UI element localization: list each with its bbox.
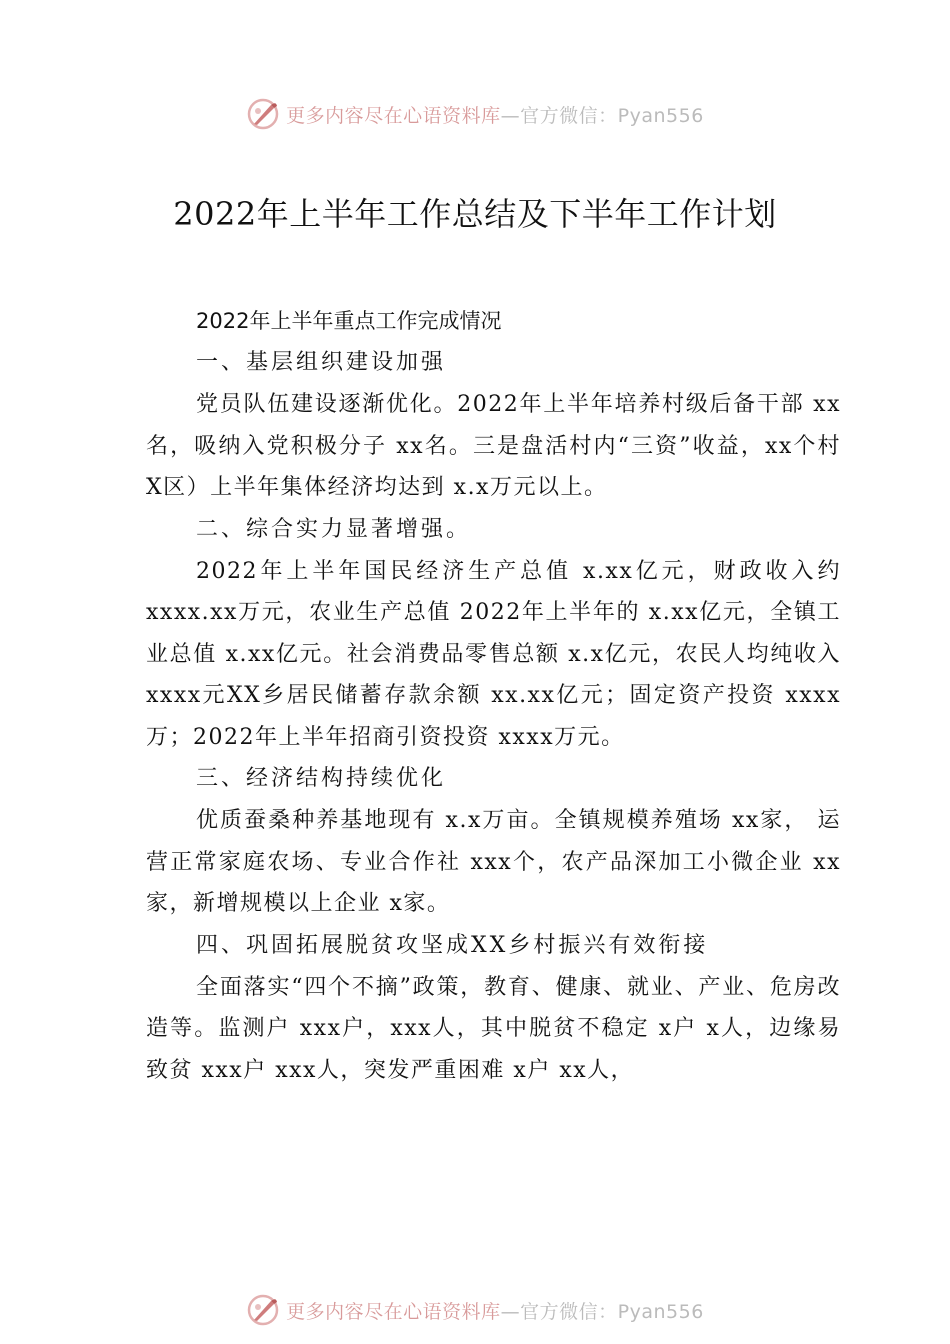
document-body bbox=[146, 300, 841, 1091]
section-paragraph: 优质蚕桑种养基地现有 x.x万亩。全镇规模养殖场 xx家， 运营正常家庭农场、专业合作社 xxx个，农产品深加工小微企业 xx家，新增规模以上企业 x家。 bbox=[146, 808, 841, 916]
quill-pen-logo-icon bbox=[246, 1293, 280, 1327]
section-paragraph: 2022年上半年国民经济生产总值 x.xx亿元，财政收入约 xxxx.xx万元，农业生产总值 2022年上半年的 x.xx亿元，全镇工业总值 x.xx亿元。社会消费品零售总额 x.x亿元，农民人均纯收入 xxxx元XX乡居民储蓄存款余额 xx.xx亿元；固定资产投资 xxxx万；2022年上半年招商引资投资 xxxx万元。 bbox=[146, 558, 841, 750]
quill-pen-logo-icon bbox=[246, 97, 280, 131]
watermark-text bbox=[286, 101, 704, 128]
watermark-brand-text: 更多内容尽在心语资料库 bbox=[286, 1300, 501, 1323]
document-title: 2022年上半年工作总结及下半年工作计划 bbox=[173, 195, 777, 233]
watermark-wechat-text: —官方微信：Pyan556 bbox=[500, 104, 704, 127]
header-watermark-banner bbox=[0, 94, 950, 134]
section-heading: 四、巩固拓展脱贫攻坚成XX乡村振兴有效衔接 bbox=[196, 932, 709, 958]
watermark-brand-text: 更多内容尽在心语资料库 bbox=[286, 104, 501, 127]
watermark-wechat-text: —官方微信：Pyan556 bbox=[500, 1300, 704, 1323]
section-heading: 三、经济结构持续优化 bbox=[196, 766, 447, 791]
section-paragraph: 全面落实“四个不摘”政策，教育、健康、就业、产业、危房改造等。监测户 xxx户，xxx人，其中脱贫不稳定 x户 x人，边缘易致贫 xxx户 xxx人，突发严重困难 x户 xx人， bbox=[146, 974, 841, 1083]
footer-watermark-banner bbox=[0, 1290, 950, 1330]
section-heading: 一、基层组织建设加强 bbox=[196, 350, 447, 375]
document-subtitle: 2022年上半年重点工作完成情况 bbox=[196, 309, 502, 333]
section-heading: 二、综合实力显著增强。 bbox=[196, 516, 472, 542]
watermark-text bbox=[286, 1297, 704, 1324]
section-paragraph: 党员队伍建设逐渐优化。2022年上半年培养村级后备干部 xx名，吸纳入党积极分子 xx名。三是盘活村内“三资”收益，xx个村 X区）上半年集体经济均达到 x.x万元以上。 bbox=[146, 392, 841, 500]
